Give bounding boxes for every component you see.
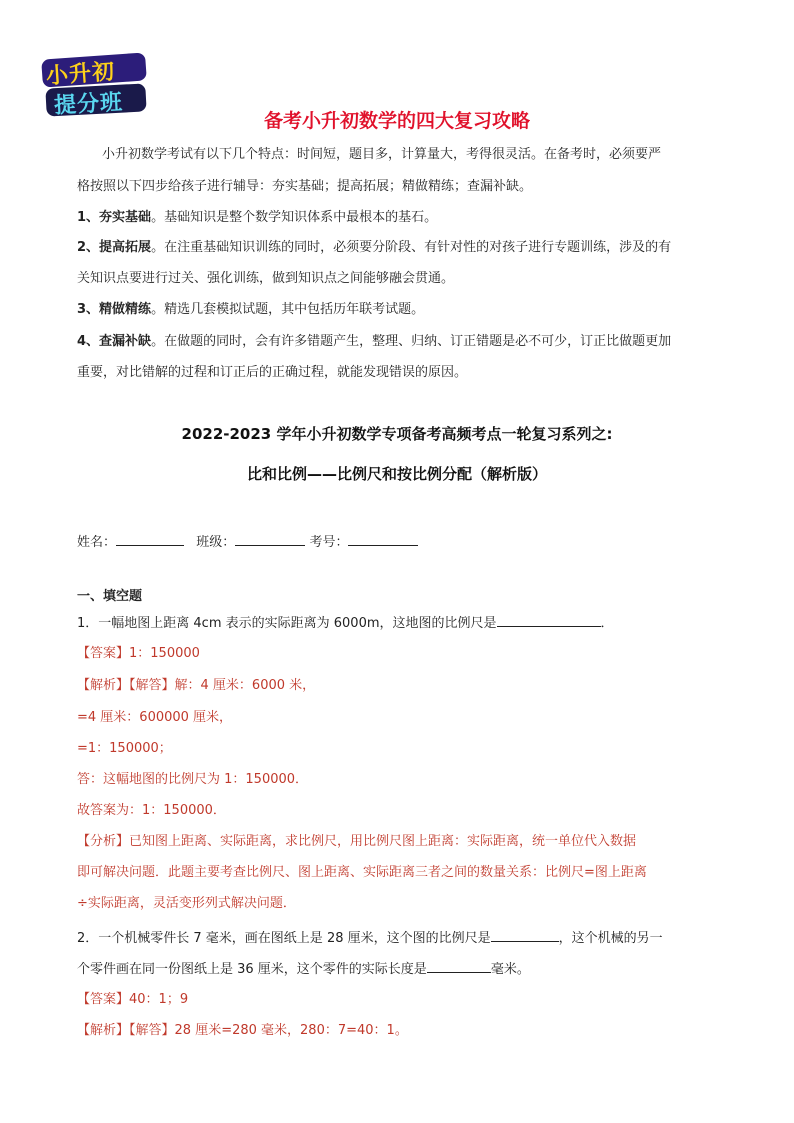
question-2-line-2: [77, 958, 530, 980]
tip-1-text: 。基础知识是整个数学知识体系中最根本的基石。: [151, 210, 438, 225]
q2-text-a: 2．一个机械零件长 7 毫米，画在图纸上是 28 厘米，这个图的比例尺是: [77, 931, 491, 946]
tip-2-num: 2、: [77, 240, 100, 255]
q1-step-4: 故答案为：1：150000．: [77, 803, 226, 818]
student-info-row: [77, 531, 418, 553]
q1-step-1: =4 厘米：600000 厘米，: [77, 710, 233, 725]
q2-analysis-tag: 【解析】【解答】: [77, 1023, 175, 1038]
page-title: 备考小升初数学的四大复习攻略: [263, 110, 530, 132]
q2-analysis: [77, 1021, 408, 1041]
tip-2-text: 。在注重基础知识训练的同时，必须要分阶段、有针对性的对孩子进行专题训练，涉及的有: [151, 240, 672, 255]
tip-2-cont: 关知识点要进行过关、强化训练，做到知识点之间能够融会贯通。: [77, 271, 455, 286]
tip-3-num: 3、: [77, 302, 100, 317]
intro-line-2: 格按照以下四步给孩子进行辅导：夯实基础；提高拓展；精做精练；查漏补缺。: [77, 179, 533, 194]
logo-text-2: 提分班: [53, 90, 124, 119]
q1-fenxi-tag: 【分析】: [77, 834, 130, 849]
exam-no-field[interactable]: [348, 531, 418, 546]
q1-fenxi: [77, 832, 636, 852]
q2-blank-2[interactable]: [427, 958, 491, 973]
name-field[interactable]: [116, 531, 184, 546]
q2-text-b: ，这个机械的另一: [558, 931, 663, 946]
q1-fenxi-line-2: 即可解决问题．此题主要考查比例尺、图上距离、实际距离三者之间的数量关系：比例尺=图上距离: [77, 865, 647, 880]
section-heading: 一、填空题: [77, 589, 143, 604]
q1-analysis-text: 解：4 厘米：6000 米，: [174, 678, 316, 693]
tip-4-num: 4、: [77, 334, 100, 349]
tip-4-head: 查漏补缺: [99, 334, 152, 349]
logo-text-1: 小升初: [45, 59, 116, 90]
question-1: [77, 612, 614, 634]
tip-2-head: 提高拓展: [99, 240, 152, 255]
tip-1-head: 夯实基础: [99, 210, 152, 225]
tip-3-text: 。精选几套模拟试题，其中包括历年联考试题。: [151, 302, 425, 317]
series-heading: 2022-2023 学年小升初数学专项备考高频考点一轮复习系列之:: [181, 425, 613, 443]
question-2: [77, 927, 663, 949]
q2-line2-a: 个零件画在同一份图纸上是 36 厘米，这个零件的实际长度是: [77, 962, 427, 977]
q1-fenxi-line-1: 已知图上距离、实际距离，求比例尺，用比例尺图上距离：实际距离，统一单位代入数据: [129, 834, 637, 849]
intro-line-1: 小升初数学考试有以下几个特点：时间短，题目多，计算量大，考得很灵活。在备考时，必须要严: [102, 147, 662, 162]
tip-4-text: 。在做题的同时，会有许多错题产生，整理、归纳、订正错题是必不可少，订正比做题更加: [151, 334, 672, 349]
q1-answer-tag: 【答案】: [77, 646, 130, 661]
doc-title: 比和比例——比例尺和按比例分配（解析版）: [246, 465, 547, 483]
tip-1: [77, 208, 437, 228]
tip-3-head: 精做精练: [99, 302, 152, 317]
tip-3: [77, 300, 424, 320]
tip-1-num: 1、: [77, 210, 100, 225]
q2-answer-tag: 【答案】: [77, 992, 130, 1007]
q1-step-2: =1：150000；: [77, 741, 172, 756]
q1-fenxi-line-3: ÷实际距离，灵活变形列式解决问题．: [77, 896, 296, 911]
exam-no-label: 考号：: [309, 535, 349, 550]
tip-2: [77, 238, 671, 258]
q1-analysis-tag: 【解析】【解答】: [77, 678, 175, 693]
q1-end: ．: [600, 616, 614, 631]
q1-answer-blank[interactable]: [497, 612, 601, 627]
q2-answer: [77, 990, 188, 1010]
q2-line2-b: 毫米。: [490, 962, 530, 977]
q1-answer-value: 1：150000: [129, 646, 200, 661]
q1-step-3: 答：这幅地图的比例尺为 1：150000．: [77, 772, 309, 787]
q2-analysis-text: 28 厘米=280 毫米，280：7=40：1。: [174, 1023, 408, 1038]
class-label: 班级：: [196, 535, 236, 550]
name-label: 姓名：: [77, 535, 117, 550]
tip-4-cont: 重要，对比错解的过程和订正后的正确过程，就能发现错误的原因。: [77, 365, 468, 380]
q1-analysis: [77, 676, 315, 696]
class-field[interactable]: [235, 531, 305, 546]
q1-answer: [77, 644, 200, 664]
q2-blank-1[interactable]: [491, 927, 559, 942]
q1-text: 1．一幅地图上距离 4cm 表示的实际距离为 6000m，这地图的比例尺是: [77, 616, 497, 631]
tip-4: [77, 332, 671, 352]
q2-answer-value: 40：1；9: [129, 992, 189, 1007]
